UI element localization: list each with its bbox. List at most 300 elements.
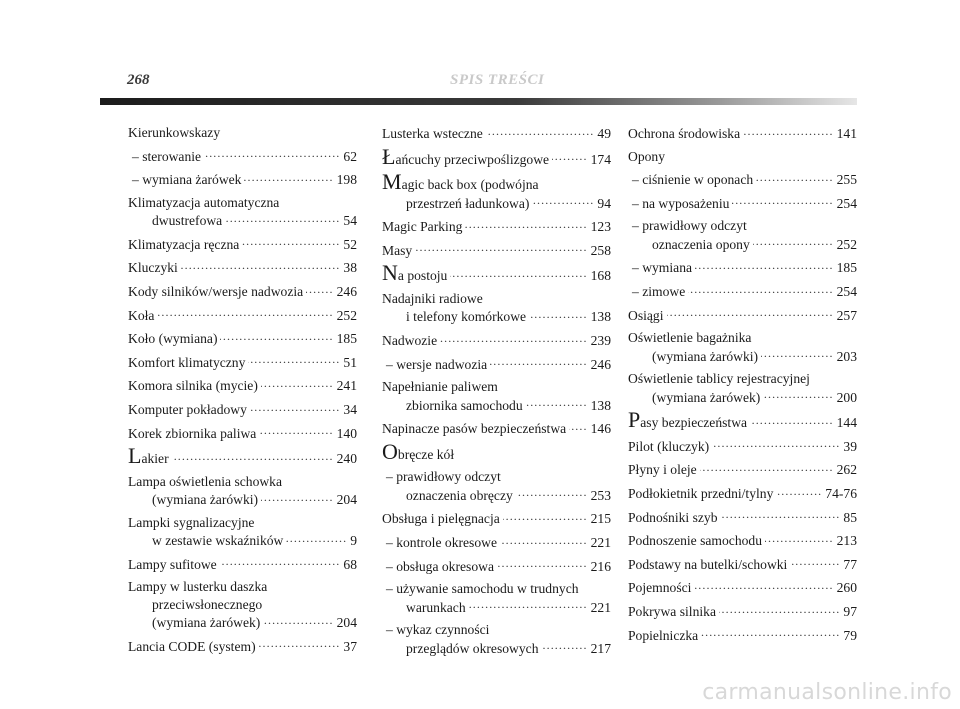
index-term: Kody silników/wersje nadwozia	[128, 283, 304, 299]
index-line	[128, 473, 357, 490]
index-entry	[128, 578, 357, 631]
dot-leader	[450, 266, 587, 280]
index-page-number: 221	[590, 599, 611, 615]
dot-leader	[695, 258, 834, 272]
index-term: przestrzeń ładunkowa)	[406, 195, 530, 211]
index-line	[128, 211, 357, 229]
index-page-number: 215	[590, 511, 611, 527]
index-page-number: 38	[343, 260, 357, 276]
index-line	[128, 637, 357, 655]
index-line	[628, 329, 857, 346]
index-page-number: 168	[590, 268, 611, 284]
index-line	[128, 424, 357, 442]
index-term: Podstawy na butelki/schowki	[628, 556, 788, 572]
dot-leader	[263, 613, 333, 627]
index-line	[628, 460, 857, 478]
index-column-2	[382, 124, 611, 662]
index-page-number: 146	[590, 421, 611, 437]
dot-leader	[181, 258, 341, 272]
index-line	[382, 580, 611, 597]
index-term: Napinacze pasów bezpieczeństwa	[382, 421, 567, 437]
index-entry	[128, 555, 357, 573]
index-page-number: 185	[336, 331, 357, 347]
index-entry	[128, 147, 357, 165]
index-line	[382, 639, 611, 657]
dot-leader	[529, 307, 588, 321]
index-term: Obsługa i pielęgnacja	[382, 511, 500, 527]
index-page-number: 258	[590, 242, 611, 258]
index-entry	[628, 329, 857, 365]
index-term: – ciśnienie w oponach	[632, 172, 754, 188]
index-line	[628, 282, 857, 300]
index-page-number: 198	[336, 172, 357, 188]
index-term: Oświetlenie bagażnika	[628, 330, 752, 346]
index-page-number: 217	[590, 640, 611, 656]
index-term: akier	[141, 451, 169, 467]
dot-leader	[306, 282, 333, 296]
index-line	[382, 533, 611, 551]
index-entry	[128, 258, 357, 276]
index-entry	[382, 143, 611, 169]
dot-leader	[532, 194, 594, 208]
dot-leader	[667, 306, 834, 320]
index-page-number: 52	[343, 236, 357, 252]
index-entry	[128, 124, 357, 141]
index-line	[628, 531, 857, 549]
index-line	[128, 376, 357, 394]
index-term: oznaczenia obręczy	[406, 487, 513, 503]
index-page-number: 85	[843, 509, 857, 525]
index-line	[382, 486, 611, 504]
index-term: asy bezpieczeństwa	[640, 415, 748, 431]
index-term: Masy	[382, 242, 413, 258]
index-page-number: 240	[336, 451, 357, 467]
dot-leader	[261, 376, 334, 390]
dot-leader	[286, 531, 347, 545]
dot-leader	[526, 396, 588, 410]
index-line	[382, 419, 611, 437]
index-term: Komora silnika (mycie)	[128, 378, 258, 394]
page-header	[127, 72, 827, 92]
index-page-number: 254	[836, 283, 857, 299]
index-term: Lusterka wsteczne	[382, 126, 483, 141]
dot-leader	[732, 194, 833, 208]
dot-leader	[500, 533, 588, 547]
index-term: zbiornika samochodu	[406, 397, 523, 413]
index-entry	[628, 306, 857, 324]
index-page-number: 79	[843, 627, 857, 643]
index-line	[382, 621, 611, 638]
index-page-number: 252	[336, 307, 357, 323]
index-term: Lampy w lusterku daszka	[128, 579, 268, 595]
index-line	[628, 508, 857, 526]
index-term: Osiągi	[628, 307, 664, 323]
dot-leader	[753, 235, 834, 249]
index-line	[628, 194, 857, 212]
section-title: SPIS TREŚCI	[450, 72, 545, 88]
dot-leader	[776, 484, 822, 498]
index-page-number: 185	[836, 260, 857, 276]
index-page-number: 54	[343, 213, 357, 229]
index-initial-letter: L	[128, 443, 142, 469]
index-term: Kierunkowskazy	[128, 125, 221, 140]
index-line	[128, 353, 357, 371]
index-page-number: 200	[836, 389, 857, 405]
index-term: – sterowanie	[132, 148, 202, 164]
index-line	[628, 124, 857, 142]
index-page-number: 68	[343, 556, 357, 572]
index-entry	[128, 329, 357, 347]
index-term: przeciwsłonecznego	[152, 596, 263, 612]
index-term: Popielniczka	[628, 627, 699, 643]
index-line	[628, 306, 857, 324]
index-entry	[382, 241, 611, 259]
dot-leader	[701, 626, 840, 640]
index-line	[382, 217, 611, 235]
index-entry	[382, 557, 611, 575]
index-page-number: 253	[590, 487, 611, 503]
index-entry	[628, 282, 857, 300]
index-page-number: 49	[597, 126, 611, 141]
dot-leader	[259, 424, 333, 438]
index-page-number: 62	[343, 148, 357, 164]
index-term: warunkach	[406, 599, 466, 615]
index-entry	[628, 407, 857, 433]
index-term: dwustrefowa	[152, 213, 223, 229]
index-term: – używanie samochodu w trudnych	[386, 581, 579, 597]
index-line	[128, 578, 357, 595]
index-line	[382, 194, 611, 212]
dot-leader	[225, 211, 340, 225]
dot-leader	[516, 486, 588, 500]
index-page-number: 260	[836, 580, 857, 596]
index-line	[628, 602, 857, 620]
index-term: – prawidłowy odczyt	[632, 218, 747, 234]
index-term: a postoju	[397, 268, 448, 284]
index-line	[382, 598, 611, 616]
index-term: – wykaz czynności	[386, 622, 490, 638]
dot-leader	[700, 460, 834, 474]
index-line	[628, 388, 857, 406]
dot-leader	[569, 419, 587, 433]
index-term: (wymiana żarówek)	[652, 389, 761, 405]
index-term: – wymiana żarówek	[132, 172, 242, 188]
index-page-number: 216	[590, 558, 611, 574]
dot-leader	[248, 353, 340, 367]
index-entry	[628, 602, 857, 620]
index-line	[628, 437, 857, 455]
index-page-number: 34	[343, 401, 357, 417]
index-entry	[382, 621, 611, 657]
index-term: – obsługa okresowa	[386, 558, 494, 574]
dot-leader	[486, 124, 595, 138]
index-line	[128, 443, 357, 469]
index-term: Pilot (kluczyk)	[628, 438, 710, 454]
index-line	[382, 143, 611, 169]
index-line	[382, 260, 611, 286]
index-entry	[128, 514, 357, 550]
index-term: przeglądów okresowych	[406, 640, 539, 656]
dot-leader	[765, 531, 834, 545]
dot-leader	[688, 282, 833, 296]
index-line	[382, 509, 611, 527]
index-line	[628, 235, 857, 253]
index-entry	[628, 170, 857, 188]
index-entry	[128, 376, 357, 394]
page-number: 268	[127, 72, 150, 88]
index-entry	[128, 282, 357, 300]
index-term: Klimatyzacja automatyczna	[128, 194, 280, 210]
index-line	[382, 557, 611, 575]
index-term: – kontrole okresowe	[386, 534, 497, 550]
index-entry	[128, 637, 357, 655]
index-term: Komfort klimatyczny	[128, 354, 246, 370]
index-term: (wymiana żarówek)	[152, 615, 261, 631]
index-term: Pojemności	[628, 580, 692, 596]
index-term: Magic Parking	[382, 219, 463, 235]
index-line	[382, 355, 611, 373]
index-entry	[382, 169, 611, 212]
index-term: Ochrona środowiska	[628, 126, 741, 141]
index-page-number: 246	[590, 356, 611, 372]
index-line	[128, 258, 357, 276]
dot-leader	[712, 437, 840, 451]
index-term: Podnoszenie samochodu	[628, 533, 763, 549]
index-initial-letter: O	[382, 438, 398, 464]
index-line	[128, 596, 357, 613]
index-page-number: 9	[350, 533, 357, 549]
index-page-number: 254	[836, 195, 857, 211]
index-term: Nadwozie	[382, 332, 438, 348]
index-term: agic back box (podwójna	[401, 177, 539, 193]
index-line	[628, 217, 857, 234]
index-entry	[628, 437, 857, 455]
dot-leader	[244, 170, 333, 184]
index-line	[128, 282, 357, 300]
index-column-1	[128, 124, 357, 660]
index-term: Nadajniki radiowe	[382, 290, 483, 306]
index-term: Lampki sygnalizacyjne	[128, 514, 255, 530]
index-page-number: 257	[836, 307, 857, 323]
index-entry	[628, 555, 857, 573]
index-term: Koła	[128, 307, 155, 323]
index-term: – prawidłowy odczyt	[386, 469, 501, 485]
index-initial-letter: Ł	[382, 143, 396, 169]
index-term: Napełnianie paliwem	[382, 379, 498, 395]
index-line	[128, 194, 357, 211]
index-line	[128, 329, 357, 347]
index-term: i telefony komórkowe	[406, 309, 527, 325]
index-line	[128, 306, 357, 324]
index-line	[382, 241, 611, 259]
index-page-number: 239	[590, 332, 611, 348]
dot-leader	[465, 217, 587, 231]
index-line	[628, 148, 857, 165]
index-page-number: 144	[836, 415, 857, 431]
index-term: w zestawie wskaźników	[152, 533, 284, 549]
index-entry	[128, 473, 357, 509]
dot-leader	[503, 509, 588, 523]
index-entry	[128, 353, 357, 371]
index-initial-letter: P	[628, 407, 641, 433]
index-entry	[382, 580, 611, 616]
index-page-number: 221	[590, 534, 611, 550]
index-entry	[628, 370, 857, 406]
index-page-number: 140	[336, 425, 357, 441]
index-entry	[382, 419, 611, 437]
dot-leader	[440, 331, 588, 345]
index-term: – zimowe	[632, 283, 686, 299]
index-line	[382, 396, 611, 414]
index-term: Płyny i oleje	[628, 462, 697, 478]
index-page-number: 262	[836, 462, 857, 478]
index-page-number: 39	[843, 438, 857, 454]
index-line	[628, 258, 857, 276]
index-entry	[128, 443, 357, 469]
index-entry	[128, 306, 357, 324]
dot-leader	[721, 508, 841, 522]
index-line	[382, 169, 611, 195]
index-entry	[382, 124, 611, 142]
index-term: – na wyposażeniu	[632, 195, 730, 211]
index-entry	[128, 235, 357, 253]
index-page-number: 203	[836, 348, 857, 364]
index-entry	[628, 578, 857, 596]
index-page-number: 255	[836, 172, 857, 188]
index-page-number: 246	[336, 283, 357, 299]
index-term: (wymiana żarówki)	[152, 492, 259, 508]
index-term: – wersje nadwozia	[386, 356, 488, 372]
dot-leader	[469, 598, 588, 612]
dot-leader	[552, 150, 588, 164]
dot-leader	[756, 170, 833, 184]
index-line	[382, 124, 611, 142]
index-entry	[382, 217, 611, 235]
index-entry	[628, 258, 857, 276]
index-page-number: 123	[590, 219, 611, 235]
dot-leader	[261, 490, 334, 504]
index-initial-letter: M	[382, 169, 402, 195]
index-term: Klimatyzacja ręczna	[128, 236, 240, 252]
index-term: Komputer pokładowy	[128, 401, 247, 417]
dot-leader	[761, 347, 834, 361]
index-line	[128, 490, 357, 508]
index-entry	[628, 194, 857, 212]
index-term: Opony	[628, 148, 666, 164]
dot-leader	[250, 400, 340, 414]
index-line	[128, 531, 357, 549]
index-line	[382, 307, 611, 325]
index-column-3	[628, 124, 857, 649]
index-page-number: 204	[336, 492, 357, 508]
index-entry	[628, 484, 857, 502]
index-term: bręcze kół	[397, 446, 455, 462]
index-page-number: 138	[590, 309, 611, 325]
dot-leader	[204, 147, 340, 161]
index-line	[128, 555, 357, 573]
index-entry	[628, 508, 857, 526]
dot-leader	[490, 355, 587, 369]
index-entry	[128, 194, 357, 230]
dot-leader	[497, 557, 588, 571]
index-line	[628, 347, 857, 365]
index-page-number: 51	[343, 354, 357, 370]
index-entry	[628, 217, 857, 253]
index-entry	[128, 400, 357, 418]
index-line	[382, 290, 611, 307]
index-entry	[382, 509, 611, 527]
index-term: ańcuchy przeciwpoślizgowe	[395, 151, 550, 167]
dot-leader	[763, 388, 833, 402]
index-page-number: 241	[336, 378, 357, 394]
dot-leader	[719, 602, 840, 616]
index-line	[128, 147, 357, 165]
index-page-number: 204	[336, 615, 357, 631]
index-page-number: 138	[590, 397, 611, 413]
index-line	[128, 400, 357, 418]
index-page-number: 174	[590, 151, 611, 167]
index-line	[628, 484, 857, 502]
dot-leader	[259, 637, 341, 651]
dot-leader	[790, 555, 840, 569]
index-term: Oświetlenie tablicy rejestracyjnej	[628, 371, 810, 387]
index-page-number: 97	[843, 603, 857, 619]
index-entry	[628, 460, 857, 478]
index-line	[628, 170, 857, 188]
index-entry	[128, 170, 357, 188]
index-term: Lancia CODE (system)	[128, 638, 256, 654]
index-term: Kluczyki	[128, 260, 178, 276]
index-line	[628, 555, 857, 573]
header-rule	[100, 98, 857, 105]
index-line	[128, 235, 357, 253]
index-entry	[382, 260, 611, 286]
dot-leader	[542, 639, 588, 653]
index-line	[382, 438, 611, 464]
index-entry	[382, 290, 611, 326]
index-term: Koło (wymiana)	[128, 331, 218, 347]
index-entry	[628, 124, 857, 142]
index-entry	[382, 438, 611, 464]
index-entry	[382, 533, 611, 551]
index-term: (wymiana żarówki)	[652, 348, 759, 364]
index-term: Podłokietnik przedni/tylny	[628, 485, 774, 501]
dot-leader	[172, 449, 334, 463]
watermark: carmanualsonline.info	[702, 680, 952, 705]
index-entry	[382, 378, 611, 414]
index-term: Korek zbiornika paliwa	[128, 425, 257, 441]
index-term: Lampy sufitowe	[128, 556, 217, 572]
index-page-number: 37	[343, 638, 357, 654]
index-page-number: 77	[843, 556, 857, 572]
index-entry	[128, 424, 357, 442]
index-line	[128, 124, 357, 141]
index-term: – wymiana	[632, 260, 693, 276]
index-line	[128, 613, 357, 631]
dot-leader	[694, 578, 833, 592]
index-term: oznaczenia opony	[652, 236, 750, 252]
index-page-number: 141	[836, 126, 857, 141]
dot-leader	[220, 329, 333, 343]
index-line	[128, 170, 357, 188]
dot-leader	[220, 555, 341, 569]
dot-leader	[157, 306, 333, 320]
index-page-number: 252	[836, 236, 857, 252]
index-line	[128, 514, 357, 531]
index-page-number: 213	[836, 533, 857, 549]
index-initial-letter: N	[382, 260, 398, 286]
index-line	[382, 468, 611, 485]
